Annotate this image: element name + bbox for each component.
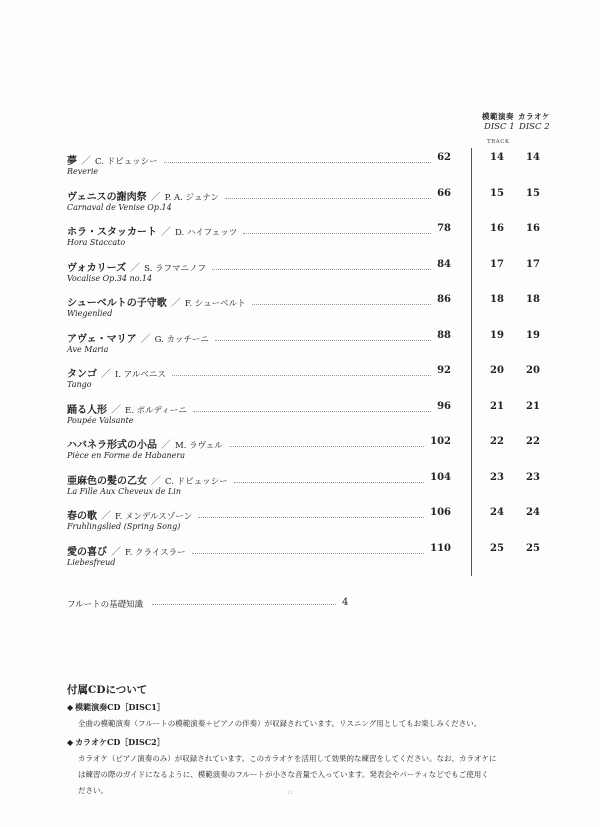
leader-dots [172,375,431,376]
entry-composer: C. ドビュッシー [95,157,158,167]
separator-slash: ／ [101,511,111,522]
entry-english-title: La Fille Aux Cheveux de Lin [67,486,182,496]
entry-page: 84 [437,258,451,270]
entry-track-disc2: 17 [526,258,540,270]
separator-slash: ／ [81,156,91,167]
header-model-label: 模範演奏 [482,112,514,121]
disc2-heading: ◆ カラオケCD［DISC2］ [67,737,165,747]
entry-track-disc1: 21 [490,400,504,412]
entry-page: 110 [430,542,451,554]
leader-dots [193,411,431,412]
separator-slash: ／ [161,440,171,451]
entry-title-line [67,259,206,274]
leader-dots [229,446,424,447]
separator-slash: ／ [161,227,171,238]
entry-composer: F. クライスラー [125,547,186,558]
entry-title-line [67,507,192,522]
entry-title-line [67,330,209,345]
leader-dots [234,482,424,483]
entry-page: 66 [437,187,451,199]
header-disc2: DISC 2 [519,122,550,132]
separator-slash: ／ [140,333,151,345]
toc-entry [67,188,557,224]
entry-english-title: Fruhlingslied (Spring Song) [67,522,181,531]
entry-title-line [67,543,186,558]
entry-title-line [67,152,158,167]
entry-track-disc1: 16 [490,223,504,234]
entry-title-line [67,188,219,203]
entry-title: 愛の喜び [67,546,107,558]
entry-track-disc1: 25 [490,542,504,554]
entry-page: 88 [437,329,451,341]
separator-slash: ／ [130,262,141,274]
entry-track-disc1: 23 [490,471,504,483]
entry-track-disc1: 14 [490,152,504,163]
toc-entry [67,543,557,579]
basics-leader-dots [152,604,336,605]
entry-english-title: Poupée Valsante [67,415,134,425]
separator-slash: ／ [111,546,121,558]
leader-dots [225,198,431,199]
leader-dots [212,269,431,270]
header-karaoke-label: カラオケ [518,112,550,121]
entry-page: 104 [430,471,451,483]
entry-composer: D. ハイフェッツ [175,228,238,238]
separator-slash: ／ [151,475,161,487]
entry-english-title: Vocalise Op.34 no.14 [67,273,153,283]
bullet-icon: ◆ [67,737,74,747]
cd-info-title: 付属CDについて [67,684,148,696]
toc-entry [67,152,557,188]
separator-slash: ／ [150,191,161,203]
entry-title: ホラ・スタッカート [67,227,157,238]
entry-page: 102 [430,436,451,447]
entry-english-title: Tango [67,380,92,389]
entry-page: 92 [437,365,451,376]
basics-page: 4 [342,597,349,608]
entry-title: ヴォカリーズ [67,262,127,274]
entry-track-disc1: 24 [490,507,504,518]
toc-entry [67,401,557,437]
separator-slash: ／ [111,404,121,416]
entry-composer: S. ラフマニノフ [144,263,207,274]
entry-title: 踊る人形 [67,404,107,416]
bullet-icon: ◆ [67,702,74,712]
entry-track-disc1: 20 [490,365,504,376]
entry-title: タンゴ [67,369,97,380]
toc-entry [67,507,557,543]
basics-label: フルートの基礎知識 [67,600,144,610]
entry-composer: I. アルベニス [115,370,166,380]
entry-track-disc2: 14 [526,152,540,163]
separator-slash: ／ [170,298,181,309]
leader-dots [215,340,431,341]
entry-track-disc2: 18 [526,294,540,305]
entry-page: 62 [437,152,451,163]
entry-composer: E. ポルディーニ [125,405,187,416]
entry-track-disc2: 23 [526,471,540,483]
separator-slash: ／ [101,369,111,380]
entry-composer: F. シューベルト [184,299,246,309]
entry-english-title: Hora Staccato [67,238,126,247]
entry-track-disc2: 22 [526,436,540,447]
entry-title: ヴェニスの謝肉祭 [67,191,147,203]
entry-page: 86 [437,294,451,305]
entry-track-disc2: 16 [526,223,540,234]
leader-dots [252,304,431,305]
disc1-text: 全曲の模範演奏（フルートの模範演奏＋ピアノの伴奏）が収録されています。リスニング用としてもお楽しみください。 [78,719,482,728]
entry-track-disc1: 19 [490,329,504,341]
entry-title: 春の歌 [67,511,97,522]
entry-title: 夢 [67,156,77,167]
entry-track-disc1: 17 [490,258,504,270]
entry-title-line [67,436,223,451]
entry-track-disc1: 22 [490,436,504,447]
entry-composer: C. ドビュッシー [165,476,228,487]
entry-composer: G. カッチーニ [154,334,209,345]
page-number-mark: 21 [287,790,294,796]
entry-track-disc1: 18 [490,294,504,305]
entry-title-line [67,294,246,309]
toc-entry [67,294,557,330]
disc1-heading: ◆ 模範演奏CD［DISC1］ [67,702,165,712]
entry-title: シューベルトの子守歌 [67,298,167,309]
toc-entry [67,365,557,401]
entry-title: アヴェ・マリア [67,333,137,345]
header-track: TRACK [487,139,510,145]
entry-track-disc2: 25 [526,542,540,554]
entry-title-line [67,223,237,238]
disc2-text-line3: ださい。 [78,786,108,795]
leader-dots [164,162,431,163]
toc-entry [67,330,557,366]
entry-track-disc2: 21 [526,400,540,412]
leader-dots [198,517,424,518]
toc-entry [67,472,557,508]
entry-composer: M. ラヴェル [175,441,223,451]
disc2-text-line2: は練習の際のガイドになるように、模範演奏のフルートが小さな音量で入っています。発表会やパーティなどでもご使用く [78,770,489,779]
entry-title-line [67,472,228,487]
entry-english-title: Ave Maria [67,344,109,354]
entry-composer: F. メンデルスゾーン [115,512,193,522]
entry-track-disc2: 19 [526,329,540,341]
entry-track-disc2: 15 [526,187,540,199]
entry-composer: P. A. ジュナン [164,192,219,203]
entry-page: 106 [430,507,451,518]
entry-track-disc2: 20 [526,365,540,376]
leader-dots [192,553,424,554]
entry-page: 96 [437,400,451,412]
entry-english-title: Wiegenlied [67,309,113,318]
entry-title-line [67,365,166,380]
disc2-text-line1: カラオケ（ピアノ演奏のみ）が収録されています。このカラオケを活用して効果的な練習をしてください。なお、カラオケに [78,754,497,763]
leader-dots [243,233,431,234]
header-disc1: DISC 1 [484,122,515,132]
entry-page: 78 [437,223,451,234]
entry-english-title: Reverie [67,167,99,176]
entry-english-title: Liebesfreud [67,557,116,567]
toc-entry [67,436,557,472]
toc-entry [67,259,557,295]
entry-track-disc2: 24 [526,507,540,518]
entry-title: ハバネラ形式の小品 [67,440,157,451]
entry-english-title: Carnaval de Venise Op.14 [67,202,172,212]
entry-english-title: Pièce en Forme de Habanera [67,451,185,460]
entry-track-disc1: 15 [490,187,504,199]
toc-entry [67,223,557,259]
entry-title-line [67,401,187,416]
entry-title: 亜麻色の髪の乙女 [67,475,147,487]
